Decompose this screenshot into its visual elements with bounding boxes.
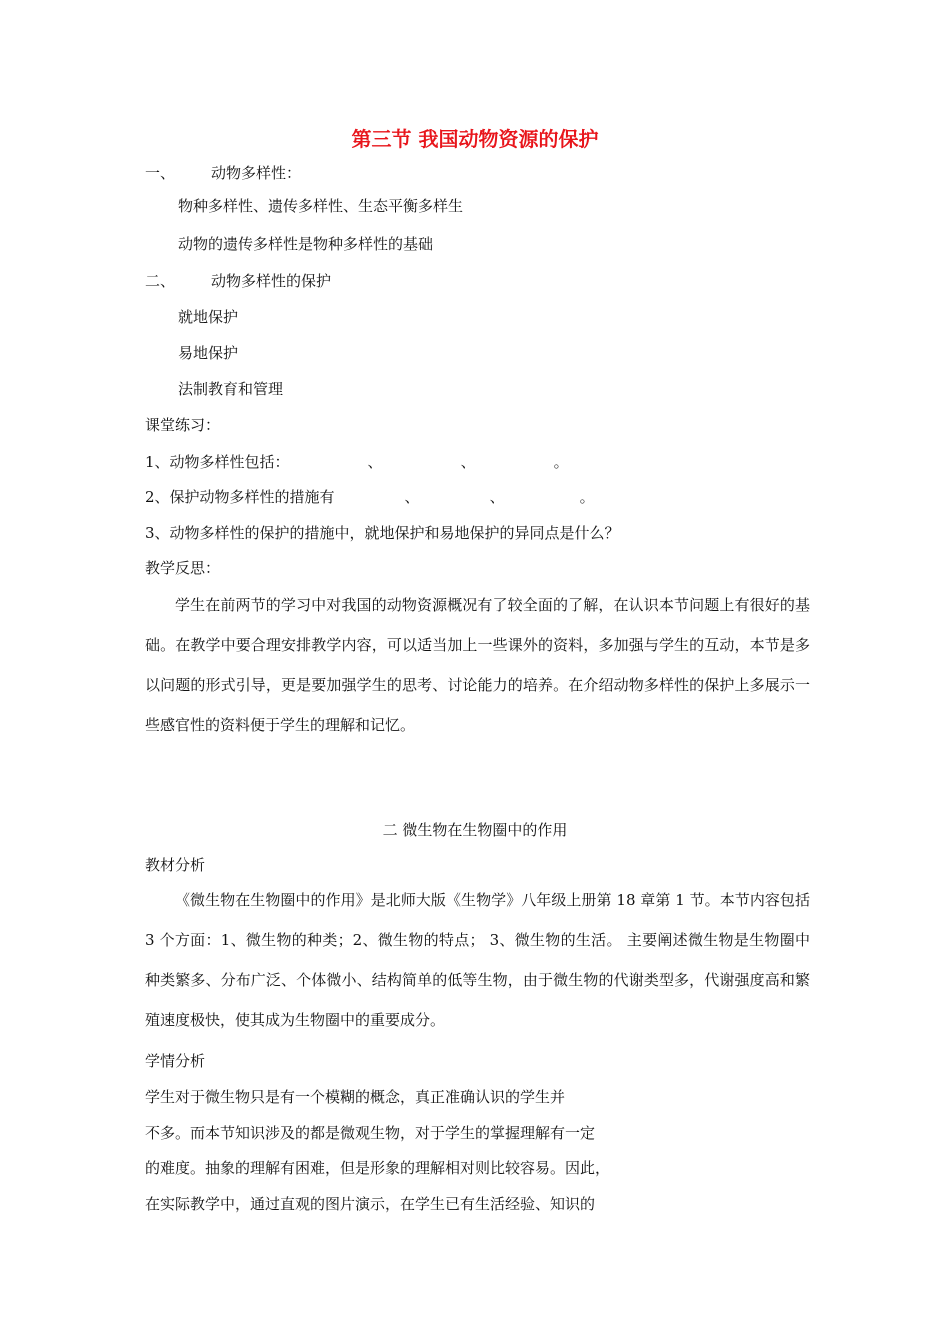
practice-question-1 xyxy=(145,452,569,472)
section2-heading xyxy=(145,271,331,291)
part2-title: 二 微生物在生物圈中的作用 xyxy=(382,821,568,839)
student-analysis-line: 在实际教学中，通过直观的图片演示，在学生已有生活经验、知识的 xyxy=(145,1195,596,1213)
section1-num: 一、 xyxy=(145,164,176,182)
practice-question-3: 3、动物多样性的保护的措施中，就地保护和易地保护的异同点是什么？ xyxy=(145,524,620,542)
blank-end: 。 xyxy=(579,488,595,506)
section2-title: 动物多样性的保护 xyxy=(211,272,332,290)
section2-item: 易地保护 xyxy=(178,344,239,362)
blank-separator: 、 xyxy=(404,488,420,506)
reflection-heading: 教学反思： xyxy=(145,559,221,577)
question-text: 2、保护动物多样性的措施有 xyxy=(145,488,335,506)
question-text: 1、动物多样性包括： xyxy=(145,453,290,471)
section1-heading xyxy=(145,163,301,183)
section1-title: 动物多样性： xyxy=(211,164,302,182)
reflection-paragraph: 学生在前两节的学习中对我国的动物资源概况有了较全面的了解，在认识本节问题上有很好的基础。在教学中要合理安排教学内容，可以适当加上一些课外的资料，多加强与学生的互动，本节是多以问题的形式引导，更是要加强学生的思考、讨论能力的培养。在介绍动物多样性的保护上多展示一些感官性的资料便于学生的理解和记忆。 xyxy=(145,596,810,734)
analysis-heading: 教材分析 xyxy=(145,856,206,874)
section2-item: 法制教育和管理 xyxy=(178,380,284,398)
student-analysis-line: 学生对于微生物只是有一个模糊的概念，真正准确认识的学生并 xyxy=(145,1088,566,1106)
student-analysis-line: 不多。而本节知识涉及的都是微观生物，对于学生的掌握理解有一定 xyxy=(145,1124,596,1142)
section1-item: 物种多样性、遗传多样性、生态平衡多样生 xyxy=(178,197,464,215)
blank-separator: 、 xyxy=(489,488,505,506)
section1-item: 动物的遗传多样性是物种多样性的基础 xyxy=(178,235,434,253)
section2-num: 二、 xyxy=(145,272,176,290)
blank-separator: 、 xyxy=(367,453,383,471)
analysis-paragraph: 《微生物在生物圈中的作用》是北师大版《生物学》八年级上册第 18 章第 1 节。本节内容包括 3 个方面：1、微生物的种类；2、微生物的特点； 3、微生物的生活。 主要阐述微生物是生物圈中种类繁多、分布广泛、个体微小、结构简单的低等生物，由于微生物的代谢类型多，代谢强度高和繁殖速度极快，使其成为生物圈中的重要成分。 xyxy=(145,891,810,1029)
section2-item: 就地保护 xyxy=(178,308,239,326)
practice-heading: 课堂练习： xyxy=(145,416,221,434)
blank-separator: 、 xyxy=(460,453,476,471)
practice-question-2 xyxy=(145,487,595,507)
student-analysis-line: 的难度。抽象的理解有困难，但是形象的理解相对则比较容易。因此， xyxy=(145,1159,611,1177)
blank-end: 。 xyxy=(553,453,569,471)
student-analysis-heading: 学情分析 xyxy=(145,1052,206,1070)
page-title: 第三节 我国动物资源的保护 xyxy=(351,127,599,151)
